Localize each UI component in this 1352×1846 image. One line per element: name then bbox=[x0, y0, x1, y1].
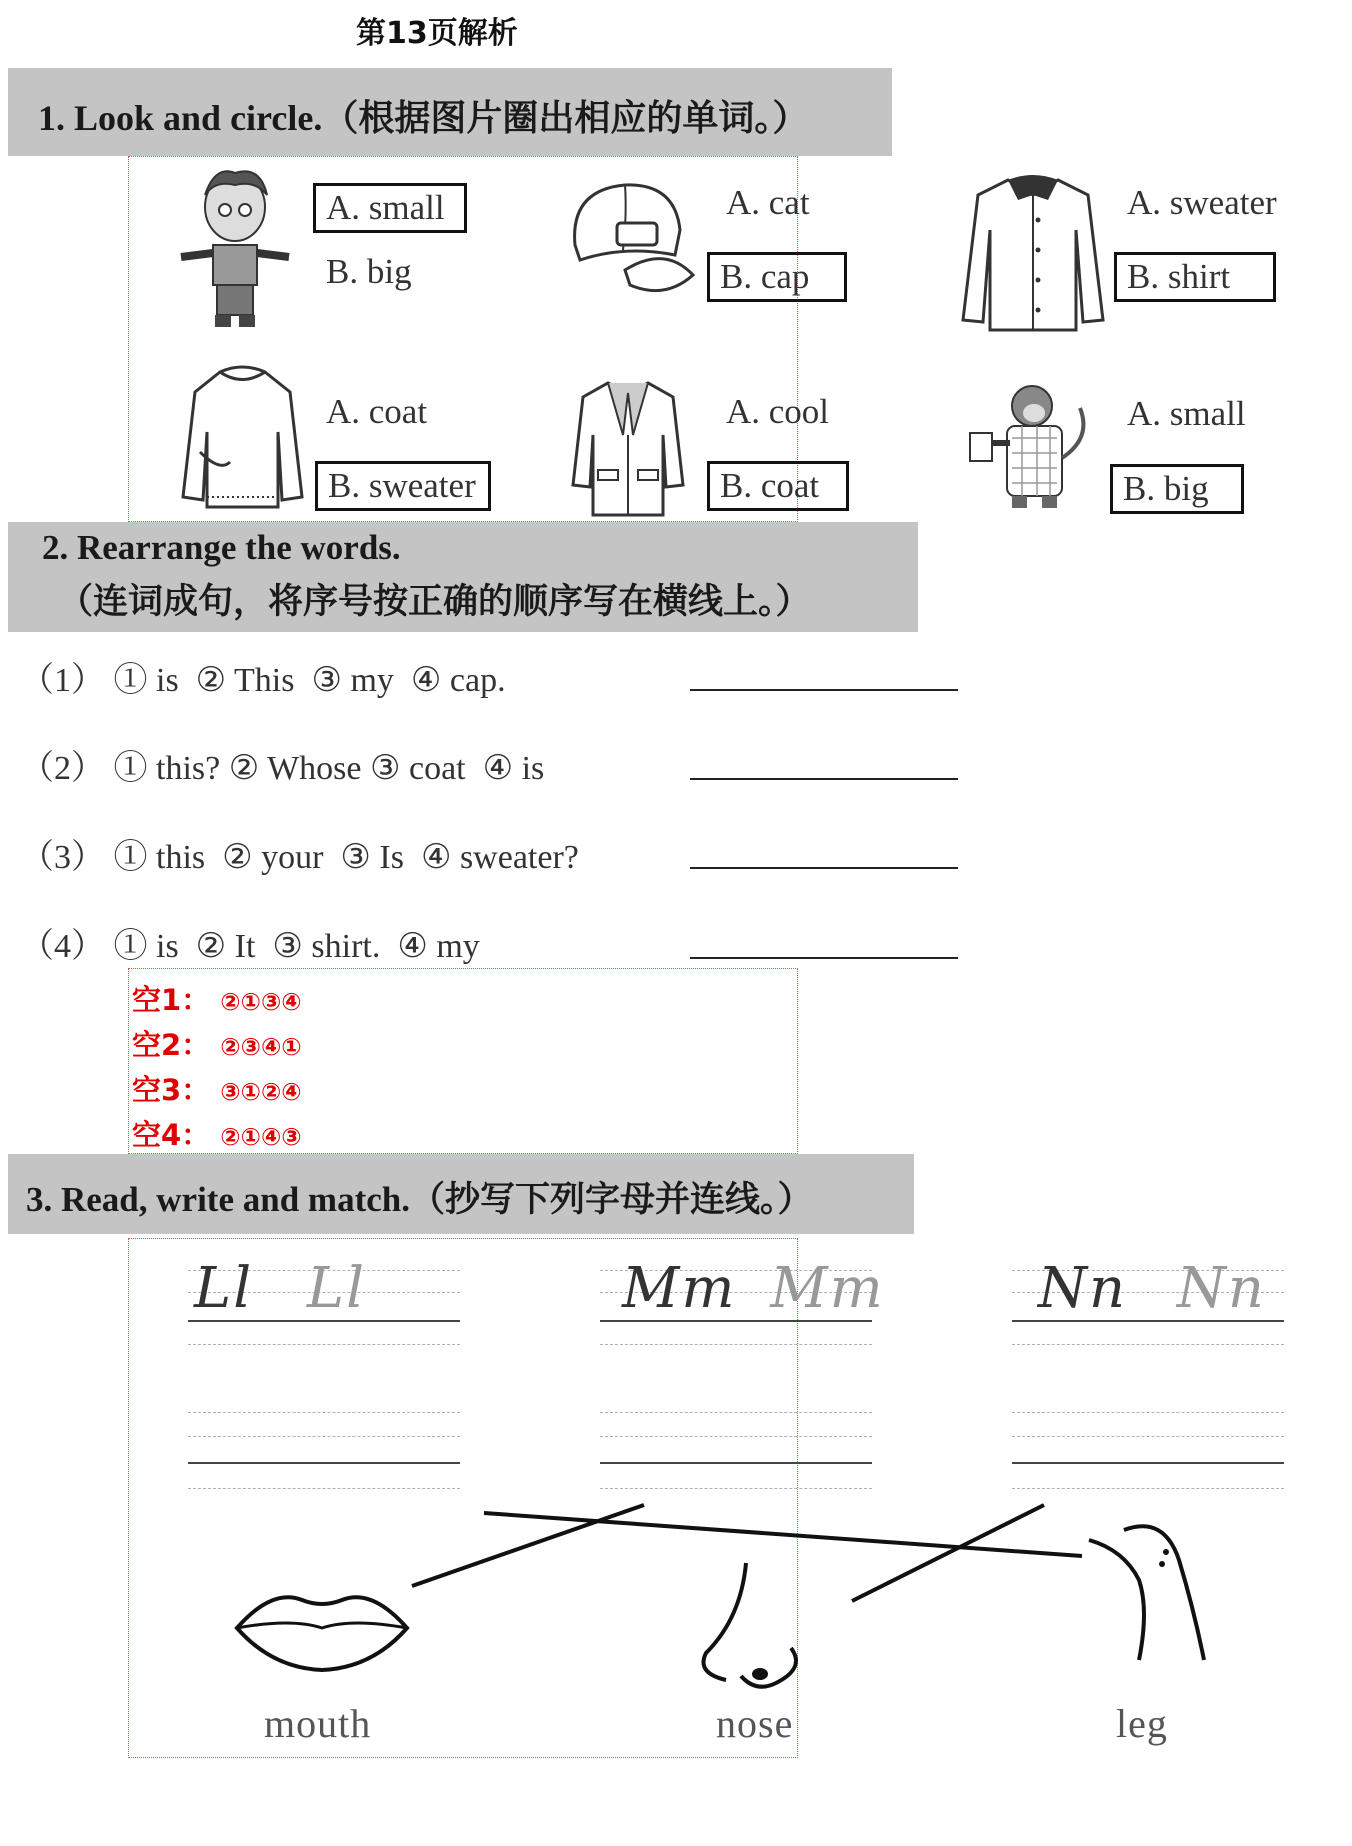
s1-item5-option-a[interactable]: A. cool bbox=[726, 392, 830, 431]
word-mouth: mouth bbox=[264, 1701, 372, 1746]
word-leg: leg bbox=[1116, 1701, 1168, 1746]
s2-item3-words: ① this ② your ③ Is ④ sweater? bbox=[113, 839, 579, 876]
s2-item1-num: （1） bbox=[20, 662, 105, 699]
s1-item1-option-b[interactable]: B. big bbox=[326, 252, 412, 291]
word-nose: nose bbox=[716, 1701, 794, 1746]
letter-m-model: Mm bbox=[622, 1256, 737, 1321]
answer-2-label: 空2： bbox=[132, 1028, 211, 1062]
answer-3-value: ③①②④ bbox=[220, 1078, 302, 1106]
leg-illustration bbox=[1084, 1520, 1214, 1670]
s1-item6-option-a[interactable]: A. small bbox=[1127, 394, 1246, 433]
s1-item2-option-b[interactable]: B. cap bbox=[707, 252, 847, 302]
mouth-illustration bbox=[232, 1578, 412, 1678]
s2-item2-words: ① this? ② Whose ③ coat ④ is bbox=[113, 750, 545, 787]
s2-item4-words: ① is ② It ③ shirt. ④ my bbox=[113, 928, 480, 965]
s2-item4-num: （4） bbox=[20, 928, 105, 965]
s1-item3-option-b[interactable]: B. shirt bbox=[1114, 252, 1276, 302]
s2-item2-num: （2） bbox=[20, 750, 105, 787]
letter-n-model: Nn bbox=[1038, 1256, 1128, 1321]
s2-item3-num: （3） bbox=[20, 839, 105, 876]
section1-header-text: 1. Look and circle.（根据图片圈出相应的单词。） bbox=[38, 98, 809, 138]
answer-1-value: ②①③④ bbox=[220, 988, 302, 1016]
answer-1-label: 空1： bbox=[132, 983, 211, 1017]
answer-2-value: ②③④① bbox=[220, 1033, 302, 1061]
nose-illustration bbox=[696, 1558, 816, 1698]
s1-item2-option-a[interactable]: A. cat bbox=[726, 183, 810, 222]
match-line-ll-leg bbox=[484, 1513, 1082, 1556]
section2-header-line2: （连词成句，将序号按正确的顺序写在横线上。） bbox=[58, 582, 811, 621]
s1-item6-option-b[interactable]: B. big bbox=[1110, 464, 1244, 514]
letter-l-model: Ll bbox=[194, 1256, 254, 1321]
letter-m-trace: Mm bbox=[770, 1256, 885, 1321]
s1-item3-option-a[interactable]: A. sweater bbox=[1127, 183, 1277, 222]
section3-header-text: 3. Read, write and match.（抄写下列字母并连线。） bbox=[26, 1180, 813, 1219]
s1-item5-option-b[interactable]: B. coat bbox=[707, 461, 849, 511]
letter-l-trace: Ll bbox=[306, 1256, 367, 1321]
answer-4-value: ②①④③ bbox=[220, 1123, 302, 1151]
s2-item1-words: ① is ② This ③ my ④ cap. bbox=[113, 662, 506, 699]
section2-header-line1: 2. Rearrange the words. bbox=[42, 528, 401, 567]
letter-n-trace: Nn bbox=[1176, 1256, 1266, 1321]
answer-3-label: 空3： bbox=[132, 1073, 211, 1107]
answer-4-label: 空4： bbox=[132, 1118, 211, 1152]
s1-item4-option-a[interactable]: A. coat bbox=[326, 392, 428, 431]
s1-item4-option-b[interactable]: B. sweater bbox=[315, 461, 491, 511]
s1-item1-option-a[interactable]: A. small bbox=[313, 183, 467, 233]
page-title: 第13页解析 bbox=[356, 16, 518, 51]
